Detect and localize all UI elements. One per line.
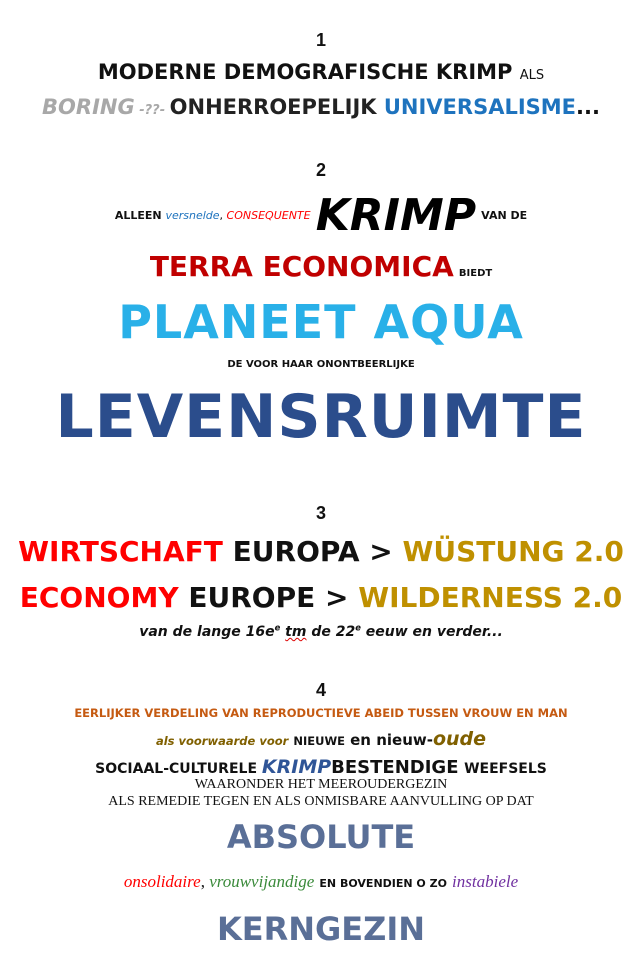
s3-wustung: WÜSTUNG 2.0 — [402, 535, 624, 568]
s2-krimp: KRIMP — [315, 190, 477, 241]
s4-line-2 — [0, 728, 642, 750]
s4-bestendige: BESTENDIGE — [331, 757, 459, 778]
s4-comma: , — [200, 872, 210, 891]
s4-line-3 — [0, 756, 642, 778]
s2-biedt: BIEDT — [458, 268, 493, 279]
s2-planeet-aqua: PLANEET AQUA — [118, 295, 524, 349]
s4-meerouder: WAARONDER HET MEEROUDERGEZIN — [194, 777, 448, 792]
section-3-number: 3 — [315, 503, 326, 523]
s3-economy: ECONOMY — [19, 581, 179, 614]
s2-consequente: CONSEQUENTE — [226, 209, 311, 222]
s3-wilderness: WILDERNESS 2.0 — [358, 581, 623, 614]
s4-oude: oude — [432, 728, 487, 750]
s4-remedie: ALS REMEDIE TEGEN EN ALS ONMISBARE AANVULLING OP DAT — [108, 794, 534, 809]
s4-line-7 — [0, 872, 642, 892]
s1-line-1 — [0, 60, 642, 84]
s1-moderne-krimp: MODERNE DEMOGRAFISCHE KRIMP — [97, 60, 513, 84]
s3-tm: tm — [285, 624, 307, 640]
s2-terra-economica: TERRA ECONOMICA — [149, 250, 454, 283]
section-1-number: 1 — [315, 30, 326, 50]
s2-van-de: VAN DE — [481, 209, 528, 222]
s4-bovendien: EN BOVENDIEN O ZO — [319, 877, 447, 890]
s2-versnelde: versnelde — [165, 209, 220, 222]
s4-kerngezin: KERNGEZIN — [216, 910, 426, 948]
s3-line-3 — [0, 624, 642, 640]
section-4-number: 4 — [315, 680, 326, 700]
s4-eerlijker: EERLIJKER VERDELING VAN REPRODUCTIEVE ABEID TUSSEN VROUW EN MAN — [74, 706, 568, 720]
s4-weefsels: WEEFSELS — [464, 761, 547, 777]
s3-sup-2: e — [355, 622, 361, 633]
s1-boring: BORING — [42, 95, 135, 119]
s2-levensruimte: LEVENSRUIMTE — [55, 382, 587, 452]
s4-krimp: KRIMP — [261, 756, 332, 778]
s3-sup-1: e — [274, 622, 281, 633]
s1-line-2 — [0, 95, 642, 119]
s3-europa: EUROPA > — [222, 535, 403, 568]
s3-europe: EUROPE > — [178, 581, 359, 614]
s4-onsolidaire: onsolidaire — [123, 872, 201, 891]
section-2-number: 2 — [315, 160, 326, 180]
s3-line-2 — [0, 581, 642, 614]
s4-nieuw: en nieuw- — [350, 731, 433, 749]
s3-lange: van de lange 16e — [139, 624, 275, 640]
s2-comma: , — [219, 209, 227, 222]
s3-line-1 — [0, 535, 642, 568]
s4-instabiele: instabiele — [452, 872, 519, 891]
s4-absolute: ABSOLUTE — [226, 818, 416, 856]
s1-dots: ... — [576, 95, 600, 119]
s4-vrouwvijandige: vrouwvijandige — [209, 872, 315, 891]
s1-universalisme: UNIVERSALISME — [383, 95, 577, 119]
s1-onherroepelijk: ONHERROEPELIJK — [169, 95, 384, 119]
s4-nieuwe: NIEUWE — [293, 734, 346, 748]
s3-eeuw: eeuw en verder... — [360, 624, 503, 640]
s2-onontbeerlijke: DE VOOR HAAR ONONTBEERLIJKE — [227, 359, 415, 370]
s1-question: -??- — [134, 103, 170, 118]
s2-line-1 — [0, 190, 642, 240]
s2-alleen: ALLEEN — [114, 209, 166, 222]
s3-de-22: de 22 — [306, 624, 356, 640]
s4-sociaal: SOCIAAL-CULTURELE — [95, 761, 262, 777]
s1-als: ALS — [519, 68, 545, 83]
s3-wirtschaft: WIRTSCHAFT — [18, 535, 223, 568]
s4-voorwaarde: als voorwaarde voor — [155, 734, 289, 748]
s2-line-2 — [0, 250, 642, 283]
